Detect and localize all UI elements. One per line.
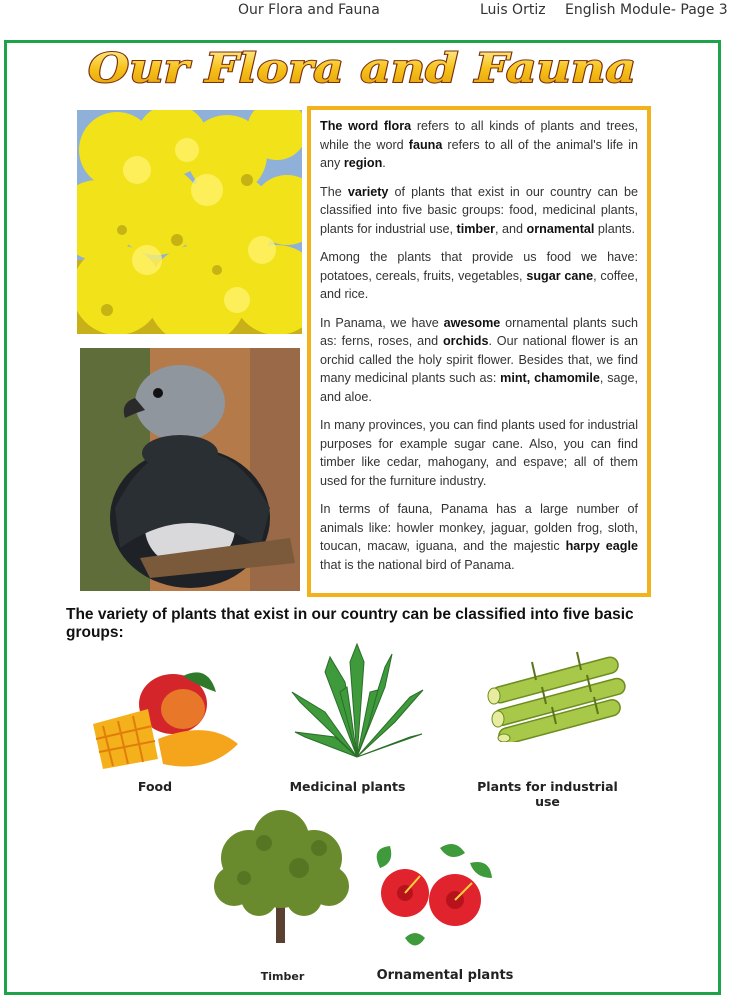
- banner-title: Our Flora and Fauna: [88, 45, 636, 92]
- paragraph-industrial: In many provinces, you can find plants used for industrial purposes for example sugar cane. Also, you can find timber like cedar, mahogany, and espave; all of them used for the furniture industry.: [320, 418, 638, 488]
- bold-term: ornamental: [526, 221, 595, 236]
- label-ornamental-plants: Ornamental plants: [376, 968, 514, 983]
- bold-term: orchids: [442, 334, 489, 348]
- paragraph-fauna: In terms of fauna, Panama has a large number of animals like: howler monkey, jaguar, golden frog, sloth, toucan, macaw, iguana, and the majestic harpy eagle that is the national bird of Panama.: [320, 502, 638, 572]
- header-page-number: English Module- Page 3: [565, 2, 728, 18]
- bold-term: awesome: [443, 315, 501, 330]
- bold-term: mint, chamomile: [500, 371, 600, 385]
- header-author: Luis Ortiz: [480, 2, 546, 18]
- label-medicinal-plants: Medicinal plants: [289, 779, 406, 794]
- hibiscus-icon: [370, 838, 495, 953]
- header-title: Our Flora and Fauna: [238, 2, 380, 18]
- label-food: Food: [137, 779, 173, 794]
- harpy-eagle-photo: [80, 348, 300, 591]
- fruit-icon: [88, 664, 238, 774]
- bold-term: sugar cane: [526, 268, 594, 283]
- tree-icon: [214, 808, 349, 943]
- paragraph-variety: The variety of plants that exist in our country can be classified into five basic groups: food, medicinal plants, plants for industrial use, timber, and ornamental plants.: [320, 184, 638, 236]
- label-timber: Timber: [260, 970, 305, 983]
- label-industrial-use: Plants for industrial use: [477, 779, 618, 809]
- bold-term: region: [343, 156, 383, 170]
- bold-term: timber: [456, 221, 496, 236]
- info-text-box: [307, 106, 651, 597]
- title-banner: [0, 44, 743, 100]
- paragraph-ornamental: In Panama, we have awesome ornamental plants such as: ferns, roses, and orchids. Our national flower is an orchid called the holy spirit flower. Besides that, we find many medicinal plants such as: mint, chamomile, sage, and aloe.: [320, 315, 638, 404]
- paragraph-food: Among the plants that provide us food we have: potatoes, cereals, fruits, vegetables, sugar cane, coffee, and rice.: [320, 250, 639, 301]
- groups-heading: The variety of plants that exist in our country can be classified into five basic groups:: [66, 606, 634, 641]
- bold-term: The word flora: [320, 119, 412, 133]
- bold-term: variety: [347, 184, 389, 199]
- yellow-tree-photo: [77, 110, 302, 334]
- paragraph-flora-fauna: The word flora refers to all kinds of plants and trees, while the word fauna refers to all of the animal's life in any region.: [320, 119, 638, 170]
- bold-term: fauna: [408, 137, 443, 152]
- sugar-cane-icon: [482, 642, 632, 742]
- aloe-icon: [290, 642, 425, 760]
- bold-term: harpy eagle: [565, 539, 638, 553]
